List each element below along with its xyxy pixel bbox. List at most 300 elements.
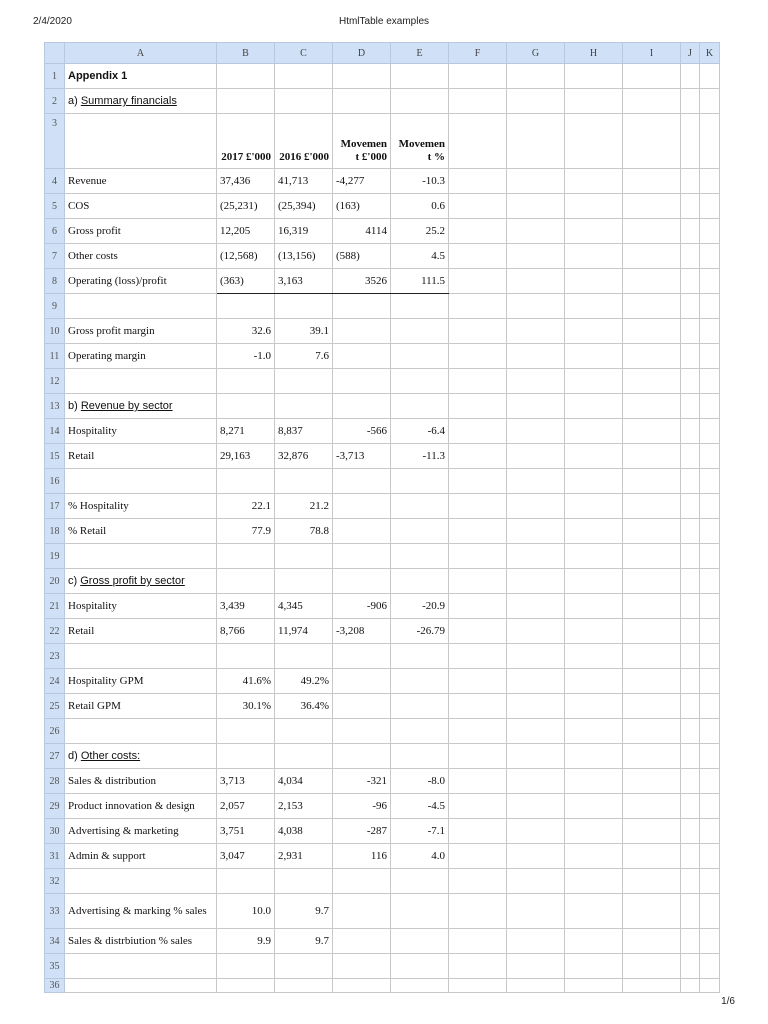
cell-i[interactable] [623,519,681,544]
cell-a[interactable]: Operating (loss)/profit [65,269,217,294]
cell-f[interactable] [449,744,507,769]
cell-k[interactable] [700,644,720,669]
cell-k[interactable] [700,619,720,644]
cell-k[interactable] [700,594,720,619]
cell-g[interactable] [507,294,565,319]
cell-c[interactable]: 78.8 [275,519,333,544]
cell-e[interactable] [391,369,449,394]
cell-i[interactable] [623,444,681,469]
cell-h[interactable] [565,219,623,244]
cell-f[interactable] [449,269,507,294]
cell-c[interactable] [275,544,333,569]
cell-i[interactable] [623,169,681,194]
cell-d[interactable]: -4,277 [333,169,391,194]
cell-g[interactable] [507,929,565,954]
row-header[interactable]: 13 [45,394,65,419]
cell-b[interactable]: 3,047 [217,844,275,869]
cell-b[interactable] [217,64,275,89]
cell-f[interactable] [449,954,507,979]
cell-f[interactable] [449,319,507,344]
cell-a[interactable]: Gross profit [65,219,217,244]
cell-d[interactable]: -287 [333,819,391,844]
cell-k[interactable] [700,819,720,844]
cell-g[interactable] [507,369,565,394]
cell-g[interactable] [507,644,565,669]
cell-f[interactable] [449,594,507,619]
cell-g[interactable] [507,64,565,89]
cell-f[interactable] [449,64,507,89]
cell-e[interactable]: -11.3 [391,444,449,469]
column-header[interactable]: A [65,43,217,64]
cell-a[interactable] [65,954,217,979]
cell-j[interactable] [681,169,700,194]
cell-d[interactable] [333,869,391,894]
cell-j[interactable] [681,619,700,644]
cell-i[interactable] [623,114,681,169]
cell-f[interactable] [449,844,507,869]
cell-k[interactable] [700,954,720,979]
cell-b[interactable]: 29,163 [217,444,275,469]
row-header[interactable]: 1 [45,64,65,89]
cell-c[interactable]: 11,974 [275,619,333,644]
cell-j[interactable] [681,319,700,344]
cell-b[interactable]: 3,439 [217,594,275,619]
cell-d[interactable]: (588) [333,244,391,269]
row-header[interactable]: 31 [45,844,65,869]
cell-i[interactable] [623,369,681,394]
cell-c[interactable]: 36.4% [275,694,333,719]
cell-c[interactable]: 41,713 [275,169,333,194]
cell-j[interactable] [681,244,700,269]
row-header[interactable]: 32 [45,869,65,894]
cell-c[interactable] [275,744,333,769]
cell-b[interactable]: 37,436 [217,169,275,194]
cell-f[interactable] [449,294,507,319]
cell-j[interactable] [681,219,700,244]
cell-b[interactable] [217,644,275,669]
cell-j[interactable] [681,394,700,419]
cell-h[interactable] [565,669,623,694]
cell-a[interactable] [65,644,217,669]
cell-i[interactable] [623,894,681,929]
cell-c[interactable]: 2,931 [275,844,333,869]
cell-j[interactable] [681,64,700,89]
cell-h[interactable] [565,114,623,169]
cell-k[interactable] [700,89,720,114]
cell-b[interactable]: (25,231) [217,194,275,219]
cell-a[interactable]: Gross profit margin [65,319,217,344]
cell-c[interactable] [275,369,333,394]
cell-k[interactable] [700,694,720,719]
cell-d[interactable] [333,694,391,719]
cell-i[interactable] [623,694,681,719]
cell-h[interactable] [565,319,623,344]
cell-j[interactable] [681,819,700,844]
cell-e[interactable] [391,744,449,769]
cell-j[interactable] [681,594,700,619]
row-header[interactable]: 7 [45,244,65,269]
cell-a[interactable]: Admin & support [65,844,217,869]
cell-f[interactable] [449,644,507,669]
cell-g[interactable] [507,619,565,644]
cell-g[interactable] [507,219,565,244]
cell-e[interactable]: 25.2 [391,219,449,244]
cell-k[interactable] [700,569,720,594]
cell-g[interactable] [507,419,565,444]
cell-d[interactable]: 116 [333,844,391,869]
row-header[interactable]: 33 [45,894,65,929]
cell-g[interactable] [507,594,565,619]
cell-a[interactable]: % Hospitality [65,494,217,519]
cell-b[interactable] [217,394,275,419]
row-header[interactable]: 9 [45,294,65,319]
row-header[interactable]: 6 [45,219,65,244]
cell-c[interactable]: 8,837 [275,419,333,444]
cell-c[interactable] [275,294,333,319]
cell-h[interactable] [565,269,623,294]
cell-k[interactable] [700,669,720,694]
cell-k[interactable] [700,194,720,219]
cell-a[interactable] [65,394,217,419]
cell-f[interactable] [449,669,507,694]
cell-d[interactable] [333,544,391,569]
cell-f[interactable] [449,869,507,894]
cell-b[interactable]: (12,568) [217,244,275,269]
cell-c[interactable] [275,469,333,494]
cell-e[interactable] [391,494,449,519]
cell-g[interactable] [507,114,565,169]
cell-d[interactable] [333,319,391,344]
row-header[interactable]: 18 [45,519,65,544]
cell-e[interactable] [391,694,449,719]
cell-c[interactable]: 49.2% [275,669,333,694]
row-header[interactable]: 14 [45,419,65,444]
cell-d[interactable] [333,744,391,769]
cell-b[interactable]: 32.6 [217,319,275,344]
cell-f[interactable] [449,894,507,929]
cell-h[interactable] [565,794,623,819]
cell-f[interactable] [449,569,507,594]
cell-c[interactable] [275,869,333,894]
row-header[interactable]: 27 [45,744,65,769]
cell-k[interactable] [700,114,720,169]
cell-h[interactable] [565,979,623,993]
cell-a[interactable] [65,469,217,494]
cell-f[interactable] [449,469,507,494]
cell-f[interactable] [449,419,507,444]
cell-i[interactable] [623,244,681,269]
cell-g[interactable] [507,869,565,894]
cell-f[interactable] [449,219,507,244]
cell-c[interactable]: 4,038 [275,819,333,844]
row-header[interactable]: 25 [45,694,65,719]
cell-c[interactable] [275,64,333,89]
cell-b[interactable]: 10.0 [217,894,275,929]
cell-k[interactable] [700,419,720,444]
cell-j[interactable] [681,794,700,819]
cell-e[interactable]: 4.5 [391,244,449,269]
cell-i[interactable] [623,219,681,244]
cell-b[interactable]: -1.0 [217,344,275,369]
cell-k[interactable] [700,544,720,569]
cell-j[interactable] [681,954,700,979]
cell-b[interactable] [217,744,275,769]
cell-k[interactable] [700,394,720,419]
cell-f[interactable] [449,194,507,219]
cell-g[interactable] [507,344,565,369]
cell-h[interactable] [565,469,623,494]
cell-a[interactable]: Product innovation & design [65,794,217,819]
cell-c[interactable] [275,719,333,744]
cell-j[interactable] [681,269,700,294]
cell-d[interactable] [333,394,391,419]
cell-i[interactable] [623,719,681,744]
cell-g[interactable] [507,494,565,519]
cell-j[interactable] [681,569,700,594]
cell-g[interactable] [507,744,565,769]
cell-a[interactable]: Advertising & marketing [65,819,217,844]
cell-c[interactable] [275,394,333,419]
cell-j[interactable] [681,769,700,794]
cell-a[interactable]: Sales & distribution [65,769,217,794]
cell-b[interactable]: 30.1% [217,694,275,719]
cell-c[interactable] [275,979,333,993]
cell-e[interactable]: -8.0 [391,769,449,794]
cell-i[interactable] [623,319,681,344]
cell-k[interactable] [700,64,720,89]
cell-a[interactable]: Appendix 1 [65,64,217,89]
cell-i[interactable] [623,979,681,993]
cell-i[interactable] [623,419,681,444]
cell-a[interactable]: Hospitality [65,419,217,444]
cell-h[interactable] [565,444,623,469]
cell-f[interactable] [449,169,507,194]
cell-k[interactable] [700,929,720,954]
cell-e[interactable] [391,519,449,544]
cell-c[interactable] [275,89,333,114]
cell-e[interactable] [391,669,449,694]
cell-a[interactable]: Revenue [65,169,217,194]
cell-h[interactable] [565,569,623,594]
cell-j[interactable] [681,114,700,169]
cell-i[interactable] [623,394,681,419]
cell-k[interactable] [700,769,720,794]
cell-i[interactable] [623,89,681,114]
cell-a[interactable] [65,294,217,319]
cell-k[interactable] [700,894,720,929]
cell-k[interactable] [700,794,720,819]
cell-a[interactable]: % Retail [65,519,217,544]
cell-i[interactable] [623,64,681,89]
cell-i[interactable] [623,619,681,644]
cell-g[interactable] [507,319,565,344]
cell-b[interactable] [217,469,275,494]
cell-h[interactable] [565,89,623,114]
cell-j[interactable] [681,369,700,394]
cell-g[interactable] [507,519,565,544]
cell-j[interactable] [681,694,700,719]
column-header[interactable]: B [217,43,275,64]
cell-j[interactable] [681,894,700,929]
cell-e[interactable]: -20.9 [391,594,449,619]
cell-h[interactable] [565,519,623,544]
cell-j[interactable] [681,644,700,669]
cell-f[interactable] [449,494,507,519]
cell-g[interactable] [507,719,565,744]
cell-e[interactable] [391,929,449,954]
cell-g[interactable] [507,244,565,269]
cell-k[interactable] [700,519,720,544]
cell-a[interactable]: Retail [65,444,217,469]
cell-i[interactable] [623,569,681,594]
cell-j[interactable] [681,844,700,869]
column-header[interactable]: I [623,43,681,64]
cell-e[interactable]: -6.4 [391,419,449,444]
cell-k[interactable] [700,369,720,394]
cell-h[interactable] [565,869,623,894]
cell-f[interactable] [449,344,507,369]
cell-c[interactable]: 32,876 [275,444,333,469]
cell-c[interactable]: (13,156) [275,244,333,269]
cell-h[interactable] [565,644,623,669]
cell-g[interactable] [507,544,565,569]
cell-c[interactable]: (25,394) [275,194,333,219]
corner-cell[interactable] [45,43,65,64]
cell-j[interactable] [681,194,700,219]
cell-d[interactable] [333,979,391,993]
cell-e[interactable]: -4.5 [391,794,449,819]
cell-k[interactable] [700,744,720,769]
cell-k[interactable] [700,169,720,194]
cell-a[interactable] [65,114,217,169]
cell-b[interactable]: 41.6% [217,669,275,694]
cell-c[interactable]: 9.7 [275,894,333,929]
cell-h[interactable] [565,294,623,319]
cell-f[interactable] [449,619,507,644]
cell-b[interactable]: 3,713 [217,769,275,794]
cell-g[interactable] [507,979,565,993]
cell-j[interactable] [681,444,700,469]
cell-b[interactable] [217,569,275,594]
cell-f[interactable] [449,89,507,114]
cell-b[interactable]: (363) [217,269,275,294]
cell-e[interactable] [391,719,449,744]
cell-g[interactable] [507,669,565,694]
column-header[interactable]: C [275,43,333,64]
column-header[interactable]: E [391,43,449,64]
row-header[interactable]: 11 [45,344,65,369]
cell-a[interactable] [65,89,217,114]
row-header[interactable]: 24 [45,669,65,694]
cell-a[interactable]: Sales & distrbiution % sales [65,929,217,954]
cell-e[interactable] [391,954,449,979]
cell-d[interactable]: -3,208 [333,619,391,644]
cell-g[interactable] [507,844,565,869]
cell-f[interactable] [449,244,507,269]
cell-e[interactable] [391,469,449,494]
cell-a[interactable]: Retail [65,619,217,644]
cell-f[interactable] [449,544,507,569]
cell-h[interactable] [565,719,623,744]
row-header[interactable]: 16 [45,469,65,494]
row-header[interactable]: 10 [45,319,65,344]
cell-j[interactable] [681,419,700,444]
cell-a[interactable] [65,369,217,394]
cell-e[interactable] [391,64,449,89]
row-header[interactable]: 12 [45,369,65,394]
cell-h[interactable] [565,419,623,444]
cell-i[interactable] [623,869,681,894]
cell-g[interactable] [507,819,565,844]
cell-h[interactable] [565,344,623,369]
cell-c[interactable]: 3,163 [275,269,333,294]
cell-e[interactable] [391,894,449,929]
cell-d[interactable]: -906 [333,594,391,619]
cell-a[interactable] [65,544,217,569]
cell-i[interactable] [623,744,681,769]
cell-c[interactable]: 2016 £'000 [275,114,333,169]
cell-a[interactable]: COS [65,194,217,219]
cell-g[interactable] [507,894,565,929]
cell-d[interactable] [333,344,391,369]
cell-b[interactable]: 2017 £'000 [217,114,275,169]
cell-i[interactable] [623,269,681,294]
cell-d[interactable] [333,369,391,394]
row-header[interactable]: 4 [45,169,65,194]
row-header[interactable]: 28 [45,769,65,794]
cell-c[interactable]: 39.1 [275,319,333,344]
cell-i[interactable] [623,819,681,844]
cell-b[interactable]: 2,057 [217,794,275,819]
cell-c[interactable] [275,954,333,979]
row-header[interactable]: 15 [45,444,65,469]
cell-g[interactable] [507,194,565,219]
cell-j[interactable] [681,519,700,544]
row-header[interactable]: 17 [45,494,65,519]
row-header[interactable]: 35 [45,954,65,979]
cell-d[interactable] [333,294,391,319]
cell-f[interactable] [449,819,507,844]
cell-a[interactable] [65,979,217,993]
cell-a[interactable] [65,569,217,594]
cell-i[interactable] [623,594,681,619]
row-header[interactable]: 8 [45,269,65,294]
cell-i[interactable] [623,544,681,569]
cell-a[interactable]: Other costs [65,244,217,269]
row-header[interactable]: 34 [45,929,65,954]
cell-h[interactable] [565,494,623,519]
column-header[interactable]: K [700,43,720,64]
cell-j[interactable] [681,929,700,954]
cell-e[interactable]: -26.79 [391,619,449,644]
cell-d[interactable] [333,669,391,694]
cell-d[interactable]: Movemen t £'000 [333,114,391,169]
cell-h[interactable] [565,744,623,769]
cell-b[interactable]: 8,766 [217,619,275,644]
cell-j[interactable] [681,869,700,894]
row-header[interactable]: 3 [45,114,65,169]
cell-k[interactable] [700,844,720,869]
cell-a[interactable]: Hospitality GPM [65,669,217,694]
cell-j[interactable] [681,344,700,369]
cell-g[interactable] [507,694,565,719]
cell-e[interactable] [391,569,449,594]
cell-k[interactable] [700,719,720,744]
column-header[interactable]: D [333,43,391,64]
cell-d[interactable] [333,719,391,744]
column-header[interactable]: H [565,43,623,64]
cell-f[interactable] [449,769,507,794]
